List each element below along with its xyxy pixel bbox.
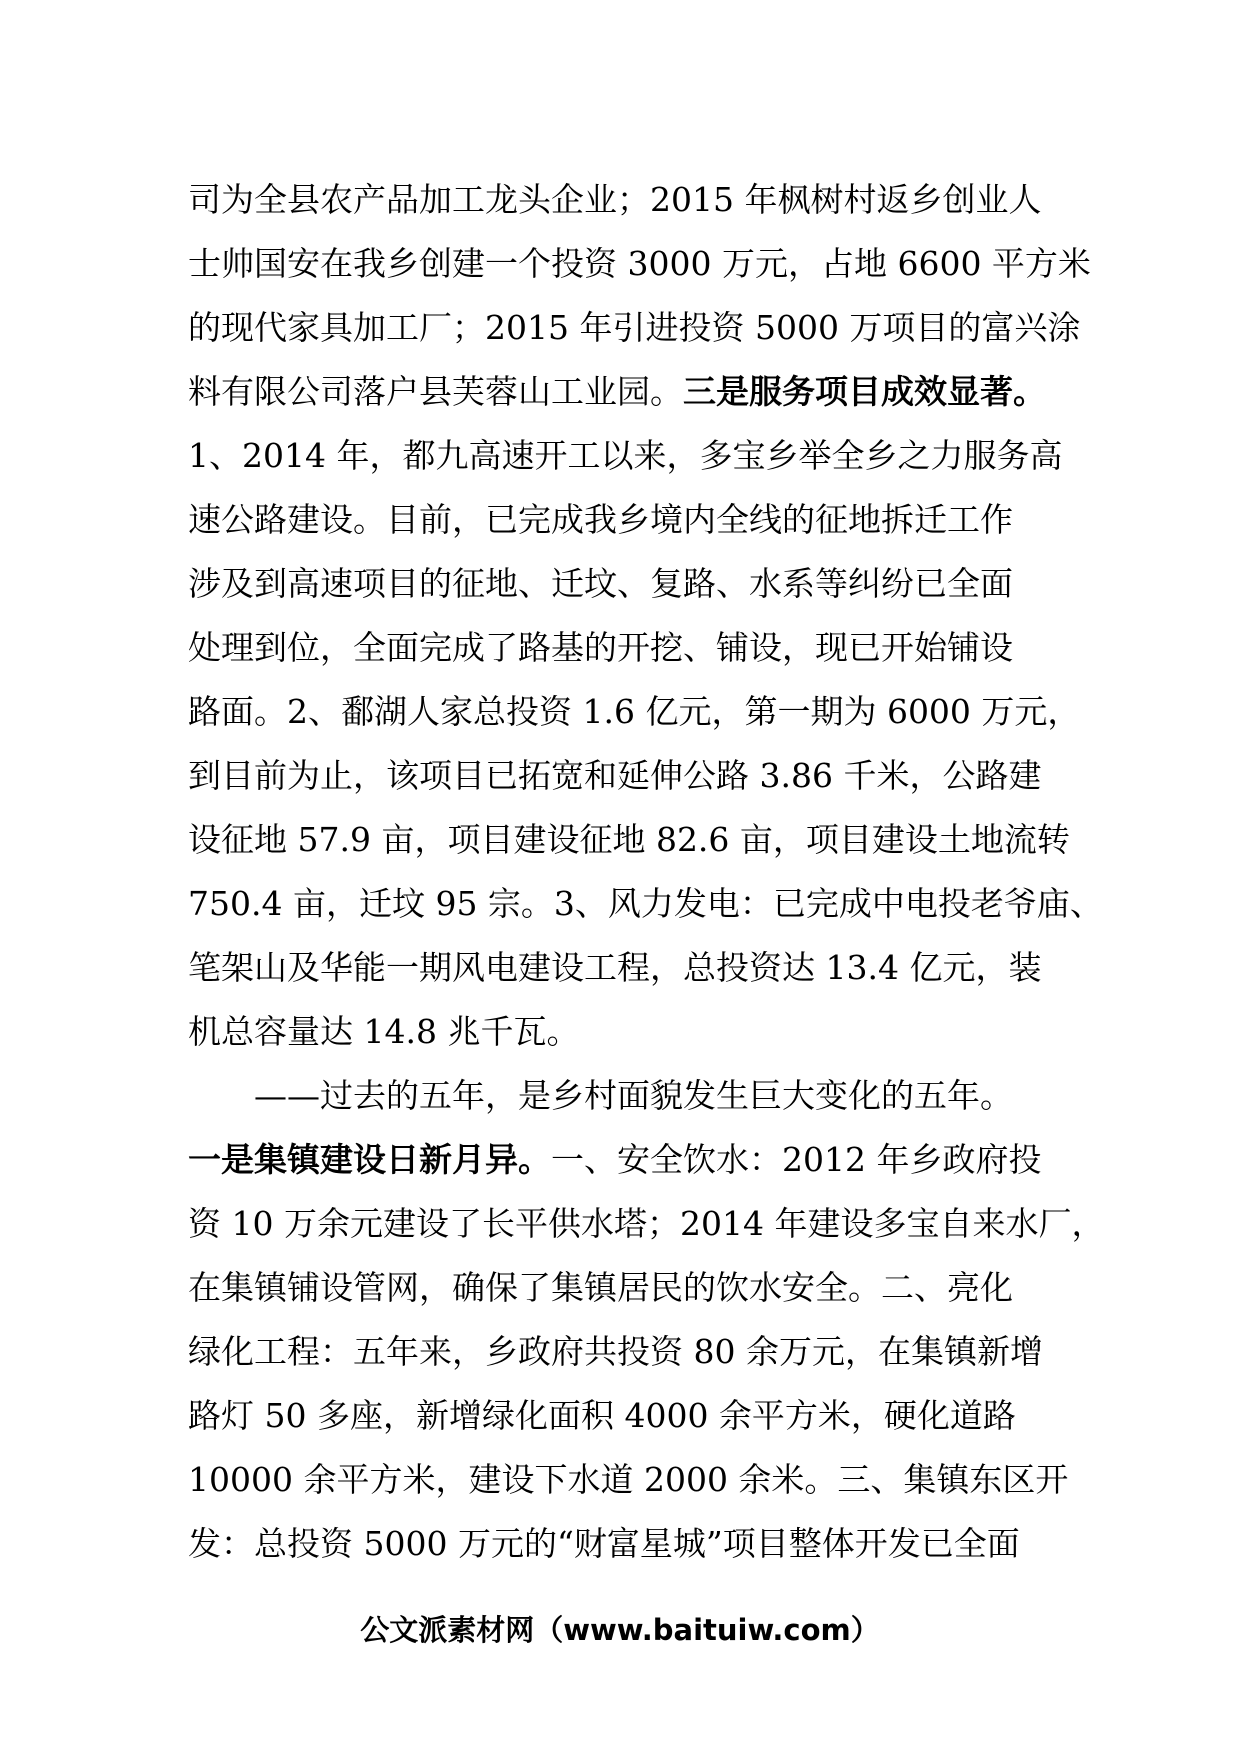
text-run: 10000 余平方米，建设下水道 2000 余米。三、集镇东区开 (188, 1460, 1069, 1499)
text-line (188, 488, 1088, 552)
text-run: ——过去的五年，是乡村面貌发生巨大变化的五年。 (188, 1076, 1013, 1115)
text-line (188, 552, 1088, 616)
text-run: 处理到位，全面完成了路基的开挖、铺设，现已开始铺设 (188, 628, 1013, 667)
text-line (188, 616, 1088, 680)
text-run: 速公路建设。目前，已完成我乡境内全线的征地拆迁工作 (188, 500, 1013, 539)
text-run: 1、2014 年，都九高速开工以来，多宝乡举全乡之力服务高 (188, 436, 1063, 475)
text-run: 路灯 50 多座，新增绿化面积 4000 余平方米，硬化道路 (188, 1396, 1016, 1435)
text-run: 在集镇铺设管网，确保了集镇居民的饮水安全。二、亮化 (188, 1268, 1013, 1307)
text-run: 路面。2、鄱湖人家总投资 1.6 亿元，第一期为 6000 万元， (188, 692, 1081, 731)
text-run: 司为全县农产品加工龙头企业；2015 年枫树村返乡创业人 (188, 180, 1042, 219)
text-line (188, 1512, 1088, 1576)
text-line (188, 1192, 1105, 1256)
text-line (188, 232, 1091, 296)
bold-heading-run: 一是集镇建设日新月异。 (188, 1140, 551, 1179)
text-line (188, 168, 1088, 232)
bold-heading-run: 三是服务项目成效显著。 (683, 372, 1046, 411)
text-line (188, 1448, 1088, 1512)
text-line (188, 680, 1088, 744)
text-line (188, 872, 1103, 936)
text-line (188, 1320, 1088, 1384)
text-run: 资 10 万余元建设了长平供水塔；2014 年建设多宝自来水厂， (188, 1204, 1105, 1243)
text-run: 料有限公司落户县芙蓉山工业园。 (188, 372, 683, 411)
text-line (188, 1064, 1088, 1128)
text-run: 发：总投资 5000 万元的“财富星城”项目整体开发已全面 (188, 1524, 1020, 1563)
text-run: 士帅国安在我乡创建一个投资 3000 万元，占地 6600 平方米 (188, 244, 1091, 283)
text-run: 笔架山及华能一期风电建设工程，总投资达 13.4 亿元，装 (188, 948, 1042, 987)
text-run: 的现代家具加工厂；2015 年引进投资 5000 万项目的富兴涂 (188, 308, 1081, 347)
text-line (188, 1384, 1088, 1448)
text-line (188, 296, 1088, 360)
text-run: 机总容量达 14.8 兆千瓦。 (188, 1012, 580, 1051)
text-run: 750.4 亩，迁坟 95 宗。3、风力发电：已完成中电投老爷庙、 (188, 884, 1103, 923)
text-line (188, 744, 1088, 808)
text-line (188, 360, 1088, 424)
text-run: 一、安全饮水：2012 年乡政府投 (551, 1140, 1042, 1179)
text-line (188, 1000, 1088, 1064)
text-run: 到目前为止，该项目已拓宽和延伸公路 3.86 千米，公路建 (188, 756, 1042, 795)
text-line (188, 1256, 1088, 1320)
text-run: 设征地 57.9 亩，项目建设征地 82.6 亩，项目建设土地流转 (188, 820, 1070, 859)
text-line (188, 1128, 1088, 1192)
text-run: 涉及到高速项目的征地、迁坟、复路、水系等纠纷已全面 (188, 564, 1013, 603)
text-line (188, 424, 1088, 488)
footer-source: 公文派素材网（www.baituiw.com） (360, 1613, 880, 1647)
text-line (188, 808, 1088, 872)
text-run: 绿化工程：五年来，乡政府共投资 80 余万元，在集镇新增 (188, 1332, 1043, 1371)
body-text (188, 168, 1105, 1576)
text-line (188, 936, 1088, 1000)
